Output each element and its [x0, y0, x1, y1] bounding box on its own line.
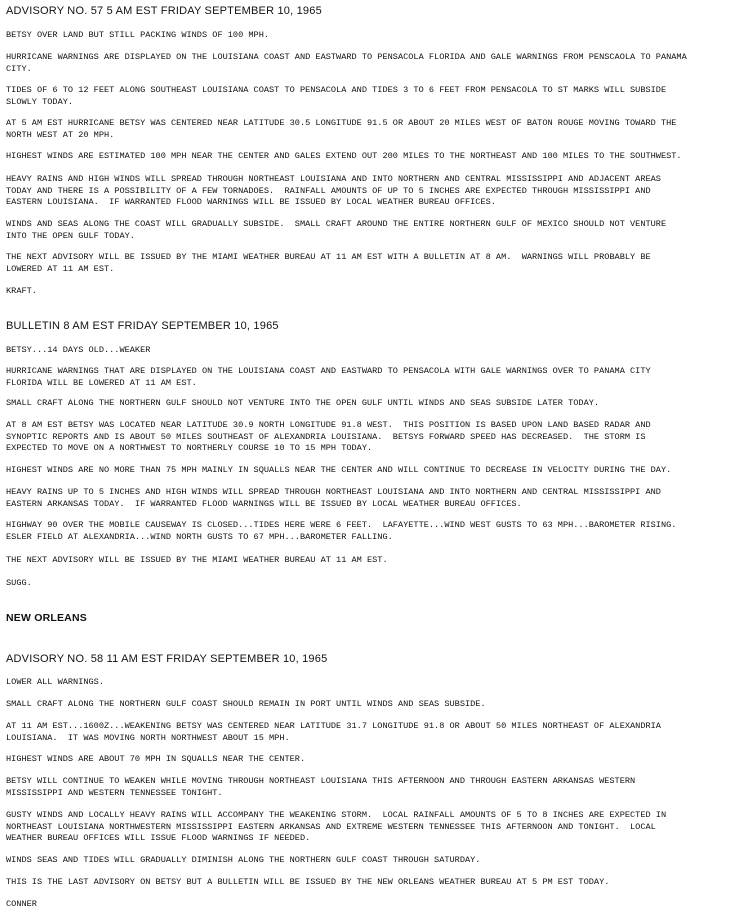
advisory-58-heading-block — [6, 653, 327, 665]
paragraph: HIGHEST WINDS ARE ABOUT 70 MPH IN SQUALLS NEAR THE CENTER. — [6, 754, 306, 764]
advisory-58-paragraph — [6, 776, 635, 799]
advisory-57-signature — [6, 286, 37, 298]
advisory-58-paragraph — [6, 721, 661, 744]
paragraph: HIGHWAY 90 OVER THE MOBILE CAUSEWAY IS CLOSED...TIDES HERE WERE 6 FEET. LAFAYETTE...WIND WEST GUSTS TO 63 MPH...BAROMETER RISING. ESLER FIELD AT ALEXANDRIA...WIND NORTH GUSTS TO 67 MPH...BAROMETER FALLING. — [6, 520, 677, 542]
paragraph: HEAVY RAINS UP TO 5 INCHES AND HIGH WINDS WILL SPREAD THROUGH NORTHEAST LOUISIANA AND INTO NORTHERN AND CENTRAL MISSISSIPPI AND EASTERN ARKANSAS TODAY. IF WARRANTED FLOOD WARNINGS WILL BE ISSUED BY LOCAL WEATHER BUREAU OFFICES. — [6, 487, 661, 509]
paragraph: TIDES OF 6 TO 12 FEET ALONG SOUTHEAST LOUISIANA COAST TO PENSACOLA AND TIDES 3 TO 6 FEET FROM PENSACOLA TO ST MARKS WILL SUBSIDE SLOWLY TODAY. — [6, 85, 667, 107]
advisory-57-paragraph — [6, 151, 682, 163]
advisory-57-heading-block — [6, 5, 322, 17]
signature: KRAFT. — [6, 286, 37, 296]
advisory-58-paragraph — [6, 855, 480, 867]
paragraph: AT 5 AM EST HURRICANE BETSY WAS CENTERED NEAR LATITUDE 30.5 LONGITUDE 91.5 OR ABOUT 20 MILES WEST OF BATON ROUGE MOVING TOWARD THE NORTH WEST AT 20 MPH. — [6, 118, 677, 140]
advisory-58-heading: ADVISORY NO. 58 11 AM EST FRIDAY SEPTEMBER 10, 1965 — [6, 653, 328, 665]
advisory-57-paragraph — [6, 174, 661, 209]
bulletin-paragraph — [6, 420, 651, 455]
section-label-block — [6, 612, 87, 624]
advisory-58-signature — [6, 899, 37, 911]
signature: SUGG. — [6, 578, 32, 588]
bulletin-paragraph — [6, 398, 599, 410]
signature: CONNER — [6, 899, 37, 909]
paragraph: BETSY OVER LAND BUT STILL PACKING WINDS OF 100 MPH. — [6, 30, 270, 40]
advisory-58-paragraph — [6, 810, 666, 845]
paragraph: THIS IS THE LAST ADVISORY ON BETSY BUT A BULLETIN WILL BE ISSUED BY THE NEW ORLEANS WEATHER BUREAU AT 5 PM EST TODAY. — [6, 877, 610, 887]
paragraph: HIGHEST WINDS ARE ESTIMATED 100 MPH NEAR THE CENTER AND GALES EXTEND OUT 200 MILES TO THE NORTHEAST AND 100 MILES TO THE SOUTHWEST. — [6, 151, 682, 161]
advisory-57-paragraph — [6, 118, 676, 141]
advisory-58-paragraph — [6, 699, 486, 711]
paragraph: THE NEXT ADVISORY WILL BE ISSUED BY THE MIAMI WEATHER BUREAU AT 11 AM EST. — [6, 555, 388, 565]
advisory-57-paragraph — [6, 52, 687, 75]
paragraph: LOWER ALL WARNINGS. — [6, 677, 104, 687]
paragraph: SMALL CRAFT ALONG THE NORTHERN GULF COAST SHOULD REMAIN IN PORT UNTIL WINDS AND SEAS SUBSIDE. — [6, 699, 486, 709]
advisory-57-paragraph — [6, 30, 269, 42]
paragraph: HURRICANE WARNINGS ARE DISPLAYED ON THE LOUISIANA COAST AND EASTWARD TO PENSACOLA FLORIDA AND GALE WARNINGS FROM PENSCAOLA TO PANAMA CITY. — [6, 52, 687, 74]
advisory-58-paragraph — [6, 754, 305, 766]
bulletin-heading: BULLETIN 8 AM EST FRIDAY SEPTEMBER 10, 1965 — [6, 320, 279, 332]
bulletin-paragraph — [6, 555, 388, 567]
advisory-57-heading: ADVISORY NO. 57 5 AM EST FRIDAY SEPTEMBER 10, 1965 — [6, 5, 322, 17]
paragraph: WINDS SEAS AND TIDES WILL GRADUALLY DIMINISH ALONG THE NORTHERN GULF COAST THROUGH SATURDAY. — [6, 855, 481, 865]
bulletin-paragraph — [6, 487, 661, 510]
paragraph: GUSTY WINDS AND LOCALLY HEAVY RAINS WILL ACCOMPANY THE WEAKENING STORM. LOCAL RAINFALL AMOUNTS OF 5 TO 8 INCHES ARE EXPECTED IN NORTHEAST LOUISIANA NORTHWESTERN MISSISSIPPI EASTERN ARKANSAS AND EXTREME WESTERN TENNESSEE THIS AFTERNOON AND TONIGHT. LOCAL WEATHER BUREAU OFFICES WILL ISSUE FLOOD WARNINGS IF NEEDED. — [6, 810, 667, 843]
paragraph: BETSY...14 DAYS OLD...WEAKER — [6, 345, 151, 355]
paragraph: HEAVY RAINS AND HIGH WINDS WILL SPREAD THROUGH NORTHEAST LOUISIANA AND INTO NORTHERN AND CENTRAL MISSISSIPPI AND ADJACENT AREAS TODAY AND THERE IS A POSSIBILITY OF A FEW TORNADOES. RAINFALL AMOUNTS OF UP TO 5 INCHES ARE EXPECTED THROUGH MISSISSIPPI AND EASTERN LOUISIANA. IF WARRANTED FLOOD WARNINGS WILL BE ISSUED BY LOCAL WEATHER BUREAU OFFICES. — [6, 174, 661, 207]
advisory-57-paragraph — [6, 219, 666, 242]
paragraph: WINDS AND SEAS ALONG THE COAST WILL GRADUALLY SUBSIDE. SMALL CRAFT AROUND THE ENTIRE NORTHERN GULF OF MEXICO SHOULD NOT VENTURE INTO THE OPEN GULF TODAY. — [6, 219, 667, 241]
paragraph: THE NEXT ADVISORY WILL BE ISSUED BY THE MIAMI WEATHER BUREAU AT 11 AM EST WITH A BULLETIN AT 8 AM. WARNINGS WILL PROBABLY BE LOWERED AT 11 AM EST. — [6, 252, 651, 274]
bulletin-paragraph — [6, 520, 676, 543]
advisory-58-paragraph — [6, 677, 104, 689]
paragraph: AT 11 AM EST...1600Z...WEAKENING BETSY WAS CENTERED NEAR LATITUDE 31.7 LONGITUDE 91.8 OR ABOUT 50 MILES NORTHEAST OF ALEXANDRIA LOUISIANA. IT WAS MOVING NORTH NORTHWEST ABOUT 15 MPH. — [6, 721, 661, 743]
paragraph: HURRICANE WARNINGS THAT ARE DISPLAYED ON THE LOUISIANA COAST AND EASTWARD TO PENSACOLA WITH GALE WARNINGS OVER TO PANAMA CITY FLORIDA WILL BE LOWERED AT 11 AM EST. — [6, 366, 651, 388]
advisory-57-paragraph — [6, 252, 651, 275]
bulletin-paragraph — [6, 345, 150, 357]
advisory-58-paragraph — [6, 877, 609, 889]
paragraph: SMALL CRAFT ALONG THE NORTHERN GULF SHOULD NOT VENTURE INTO THE OPEN GULF UNTIL WINDS AND SEAS SUBSIDE LATER TODAY. — [6, 398, 600, 408]
bulletin-signature — [6, 578, 32, 590]
paragraph: BETSY WILL CONTINUE TO WEAKEN WHILE MOVING THROUGH NORTHEAST LOUISIANA THIS AFTERNOON AND THROUGH EASTERN ARKANSAS WESTERN MISSISSIPPI AND WESTERN TENNESSEE TONIGHT. — [6, 776, 636, 798]
paragraph: AT 8 AM EST BETSY WAS LOCATED NEAR LATITUDE 30.9 NORTH LONGITUDE 91.8 WEST. THIS POSITION IS BASED UPON LAND BASED RADAR AND SYNOPTIC REPORTS AND IS ABOUT 50 MILES SOUTHEAST OF ALEXANDRIA LOUISIANA. BETSYS FORWARD SPEED HAS DECREASED. THE STORM IS EXPECTED TO MOVE ON A NORTHWEST TO NORTHERLY COURSE 10 TO 15 MPH TODAY. — [6, 420, 651, 453]
bulletin-heading-block — [6, 320, 279, 332]
advisory-57-paragraph — [6, 85, 666, 108]
paragraph: HIGHEST WINDS ARE NO MORE THAN 75 MPH MAINLY IN SQUALLS NEAR THE CENTER AND WILL CONTINUE TO DECREASE IN VELOCITY DURING THE DAY. — [6, 465, 672, 475]
bulletin-paragraph — [6, 465, 671, 477]
section-label: NEW ORLEANS — [6, 612, 87, 624]
bulletin-paragraph — [6, 366, 651, 389]
